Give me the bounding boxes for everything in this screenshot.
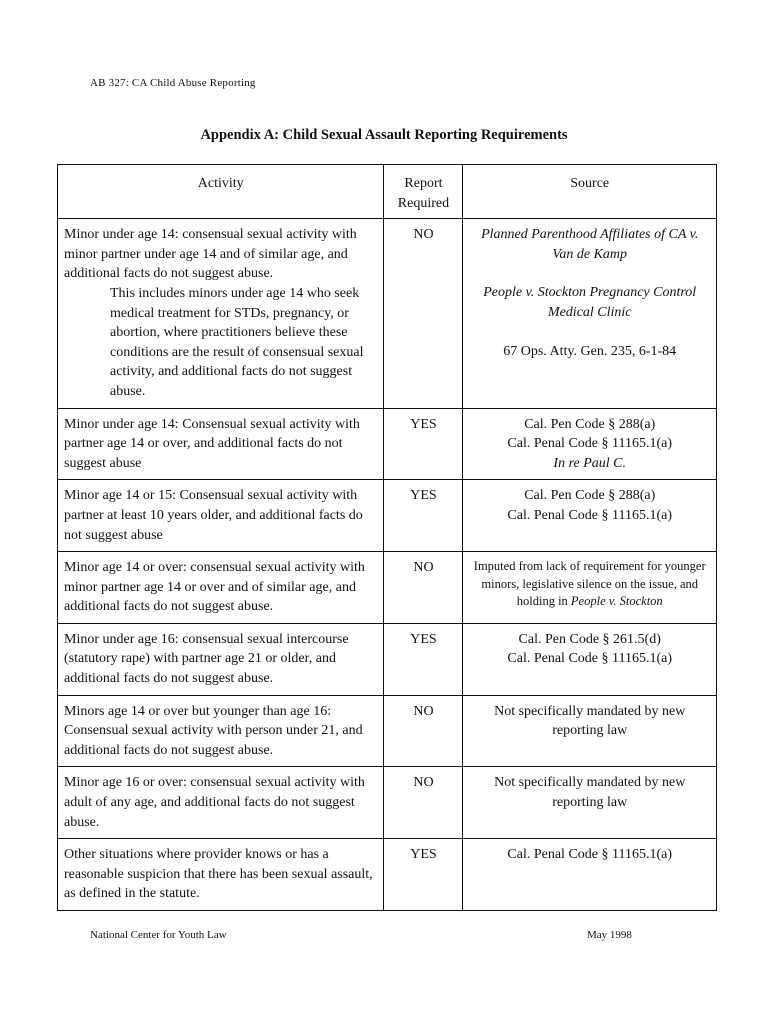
- source-citation: Cal. Penal Code § 11165.1(a): [507, 651, 673, 667]
- activity-text: Minor under age 14: consensual sexual activity with minor partner under age 14 and of similar age, and additional facts do not suggest abuse.: [64, 227, 357, 282]
- table-row: [58, 623, 717, 695]
- source-spacer: [469, 323, 710, 342]
- source-citation: Not specifically mandated by new reporting law: [494, 775, 686, 811]
- source-cell: [463, 219, 717, 408]
- source-citation: 67 Ops. Atty. Gen. 235, 6-1-84: [503, 343, 677, 359]
- source-citation: Planned Parenthood Affiliates of CA v. Van de Kamp: [481, 227, 699, 262]
- source-citation: Cal. Pen Code § 288(a): [524, 416, 656, 432]
- source-citation: People v. Stockton Pregnancy Control Medical Clinic: [483, 285, 697, 320]
- table-header-row: [58, 165, 717, 219]
- activity-cell: [58, 767, 384, 839]
- running-header: AB 327: CA Child Abuse Reporting: [90, 77, 256, 89]
- source-cell: [463, 623, 717, 695]
- report-required-cell: YES: [384, 623, 463, 695]
- report-required-cell: NO: [384, 695, 463, 767]
- activity-cell: [58, 552, 384, 624]
- activity-cell: [58, 623, 384, 695]
- activity-text: Minor age 16 or over: consensual sexual activity with adult of any age, and additional facts do not suggest abuse.: [64, 775, 365, 830]
- activity-text: Minors age 14 or over but younger than age 16: Consensual sexual activity with person under 21, and additional facts do not suggest abuse.: [64, 703, 363, 758]
- activity-cell: [58, 408, 384, 480]
- source-cell: [463, 480, 717, 552]
- column-header-activity: Activity: [58, 165, 384, 219]
- activity-cell: [58, 839, 384, 911]
- source-spacer: [469, 264, 710, 283]
- source-citation: Cal. Pen Code § 261.5(d): [518, 631, 661, 647]
- table-row: [58, 480, 717, 552]
- activity-cell: [58, 480, 384, 552]
- column-header-report-required: [384, 165, 463, 219]
- column-header-source: Source: [463, 165, 717, 219]
- source-citation-text: Imputed from lack of requirement for younger minors, legislative silence on the issue, and holding in: [473, 559, 706, 609]
- table-row: [58, 767, 717, 839]
- source-citation: In re Paul C.: [553, 455, 627, 471]
- source-citation: Cal. Penal Code § 11165.1(a): [507, 436, 673, 452]
- source-citation: Not specifically mandated by new reporting law: [494, 703, 686, 739]
- column-header-report-required-text: Report Required: [397, 176, 450, 211]
- activity-text: Minor under age 16: consensual sexual intercourse (statutory rape) with partner age 21 or older, and additional facts do not suggest abuse.: [64, 631, 349, 687]
- activity-text: Minor under age 14: Consensual sexual activity with partner age 14 or over, and additional facts do not suggest abuse: [64, 416, 360, 471]
- activity-note: This includes minors under age 14 who seek medical treatment for STDs, pregnancy, or abortion, where practitioners believe these conditions are the result of consensual sexual activity, and additional facts do not suggest abuse.: [110, 285, 364, 399]
- footer-date: May 1998: [587, 929, 632, 941]
- footer-organization: National Center for Youth Law: [90, 929, 227, 941]
- report-required-cell: YES: [384, 839, 463, 911]
- table-row: [58, 552, 717, 624]
- source-cell: [463, 408, 717, 480]
- activity-cell: [58, 219, 384, 408]
- activity-text: Other situations where provider knows or has a reasonable suspicion that there has been sexual assault, as defined in the statute.: [64, 847, 373, 902]
- table-row: [58, 219, 717, 408]
- report-required-cell: NO: [384, 552, 463, 624]
- source-citation: Cal. Penal Code § 11165.1(a): [507, 507, 673, 523]
- source-cell: [463, 552, 717, 624]
- report-required-cell: NO: [384, 767, 463, 839]
- table-row: [58, 408, 717, 480]
- source-citation: [469, 558, 710, 611]
- activity-cell: [58, 695, 384, 767]
- table-row: [58, 695, 717, 767]
- reporting-requirements-table: [57, 164, 717, 911]
- activity-text: Minor age 14 or over: consensual sexual activity with minor partner age 14 or over and of similar age, and additional facts do not suggest abuse.: [64, 560, 365, 615]
- table-row: [58, 839, 717, 911]
- source-cell: [463, 695, 717, 767]
- report-required-cell: YES: [384, 480, 463, 552]
- source-case-name: People v. Stockton: [570, 594, 663, 609]
- page-title: Appendix A: Child Sexual Assault Reporting Requirements: [200, 127, 568, 143]
- source-cell: [463, 767, 717, 839]
- activity-text: Minor age 14 or 15: Consensual sexual activity with partner at least 10 years older, and additional facts do not suggest abuse: [64, 488, 363, 543]
- source-citation: Cal. Pen Code § 288(a): [524, 488, 656, 504]
- report-required-cell: NO: [384, 219, 463, 408]
- source-citation: Cal. Penal Code § 11165.1(a): [507, 847, 673, 863]
- source-cell: [463, 839, 717, 911]
- report-required-cell: YES: [384, 408, 463, 480]
